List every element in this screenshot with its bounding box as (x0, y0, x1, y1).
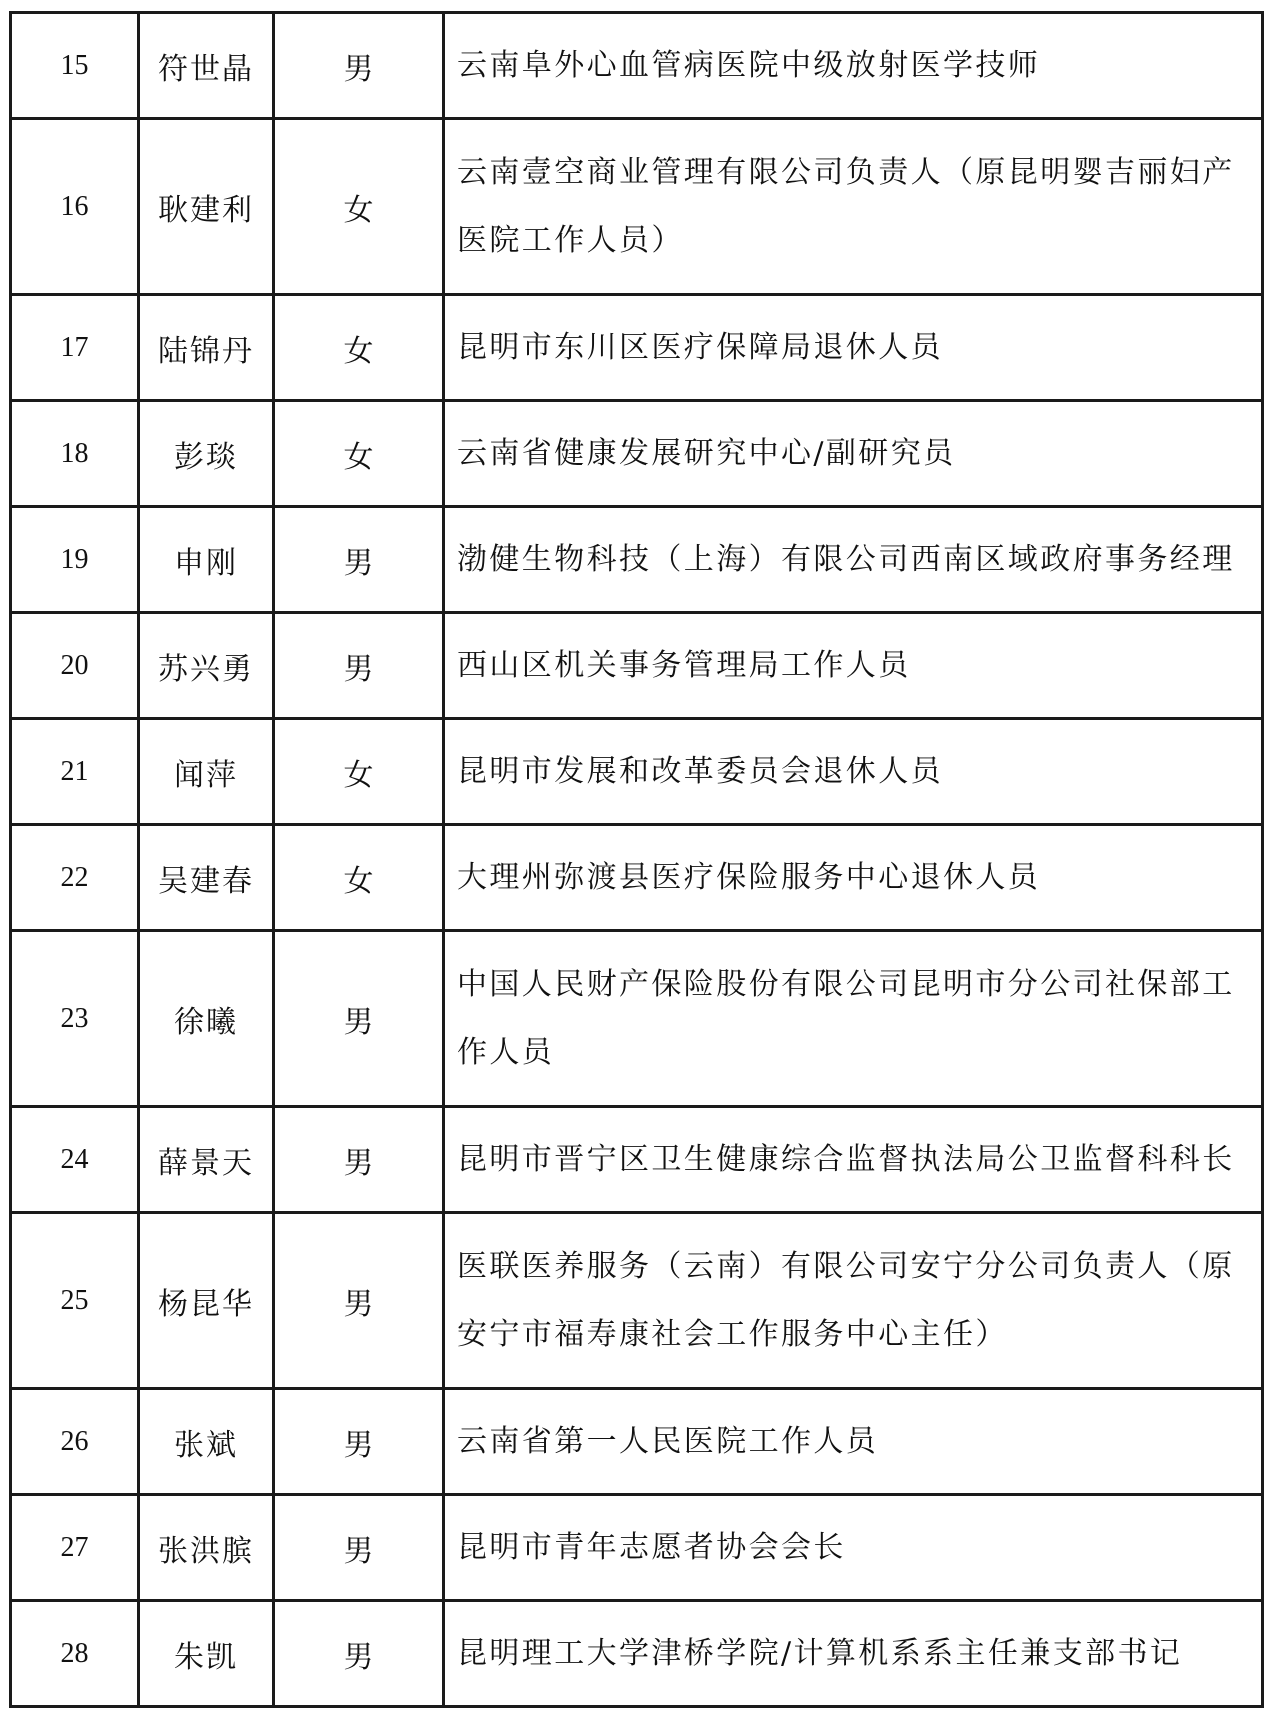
gender-cell: 男 (274, 1107, 444, 1213)
affiliation-cell: 昆明市发展和改革委员会退休人员 (444, 719, 1263, 825)
gender-cell: 女 (274, 295, 444, 401)
person-name-cell: 苏兴勇 (139, 613, 274, 719)
affiliation-cell: 昆明理工大学津桥学院/计算机系系主任兼支部书记 (444, 1601, 1263, 1707)
gender-cell: 男 (274, 13, 444, 119)
table-row (11, 1601, 1263, 1707)
table-row (11, 719, 1263, 825)
affiliation-cell: 昆明市东川区医疗保障局退休人员 (444, 295, 1263, 401)
person-name-cell: 彭琰 (139, 401, 274, 507)
table-row (11, 401, 1263, 507)
table-row (11, 1495, 1263, 1601)
person-name-cell: 张洪膑 (139, 1495, 274, 1601)
person-name-cell: 陆锦丹 (139, 295, 274, 401)
affiliation-cell: 云南省健康发展研究中心/副研究员 (444, 401, 1263, 507)
table-row (11, 119, 1263, 295)
gender-cell: 男 (274, 507, 444, 613)
row-number-cell: 19 (11, 507, 139, 613)
affiliation-cell: 中国人民财产保险股份有限公司昆明市分公司社保部工作人员 (444, 931, 1263, 1107)
person-name-cell: 杨昆华 (139, 1213, 274, 1389)
table-row (11, 825, 1263, 931)
person-name-cell: 申刚 (139, 507, 274, 613)
roster-table-body (11, 13, 1263, 1707)
gender-cell: 男 (274, 931, 444, 1107)
row-number-cell: 18 (11, 401, 139, 507)
gender-cell: 女 (274, 825, 444, 931)
person-name-cell: 徐曦 (139, 931, 274, 1107)
row-number-cell: 25 (11, 1213, 139, 1389)
gender-cell: 男 (274, 1389, 444, 1495)
affiliation-cell: 昆明市晋宁区卫生健康综合监督执法局公卫监督科科长 (444, 1107, 1263, 1213)
gender-cell: 男 (274, 1213, 444, 1389)
row-number-cell: 17 (11, 295, 139, 401)
gender-cell: 女 (274, 401, 444, 507)
row-number-cell: 20 (11, 613, 139, 719)
row-number-cell: 24 (11, 1107, 139, 1213)
table-row (11, 931, 1263, 1107)
gender-cell: 女 (274, 719, 444, 825)
roster-table (9, 11, 1264, 1708)
affiliation-cell: 昆明市青年志愿者协会会长 (444, 1495, 1263, 1601)
affiliation-cell: 大理州弥渡县医疗保险服务中心退休人员 (444, 825, 1263, 931)
affiliation-cell: 西山区机关事务管理局工作人员 (444, 613, 1263, 719)
row-number-cell: 16 (11, 119, 139, 295)
table-row (11, 13, 1263, 119)
person-name-cell: 薛景天 (139, 1107, 274, 1213)
person-name-cell: 张斌 (139, 1389, 274, 1495)
table-row (11, 1213, 1263, 1389)
table-row (11, 1389, 1263, 1495)
person-name-cell: 符世晶 (139, 13, 274, 119)
affiliation-cell: 渤健生物科技（上海）有限公司西南区域政府事务经理 (444, 507, 1263, 613)
row-number-cell: 28 (11, 1601, 139, 1707)
row-number-cell: 15 (11, 13, 139, 119)
gender-cell: 女 (274, 119, 444, 295)
affiliation-cell: 云南省第一人民医院工作人员 (444, 1389, 1263, 1495)
row-number-cell: 26 (11, 1389, 139, 1495)
person-name-cell: 闻萍 (139, 719, 274, 825)
affiliation-cell: 云南壹空商业管理有限公司负责人（原昆明婴吉丽妇产医院工作人员） (444, 119, 1263, 295)
person-name-cell: 耿建利 (139, 119, 274, 295)
gender-cell: 男 (274, 1601, 444, 1707)
person-name-cell: 朱凯 (139, 1601, 274, 1707)
table-row (11, 507, 1263, 613)
table-row (11, 295, 1263, 401)
gender-cell: 男 (274, 613, 444, 719)
row-number-cell: 22 (11, 825, 139, 931)
row-number-cell: 21 (11, 719, 139, 825)
table-row (11, 1107, 1263, 1213)
affiliation-cell: 云南阜外心血管病医院中级放射医学技师 (444, 13, 1263, 119)
affiliation-cell: 医联医养服务（云南）有限公司安宁分公司负责人（原安宁市福寿康社会工作服务中心主任） (444, 1213, 1263, 1389)
row-number-cell: 27 (11, 1495, 139, 1601)
person-name-cell: 吴建春 (139, 825, 274, 931)
row-number-cell: 23 (11, 931, 139, 1107)
gender-cell: 男 (274, 1495, 444, 1601)
table-row (11, 613, 1263, 719)
